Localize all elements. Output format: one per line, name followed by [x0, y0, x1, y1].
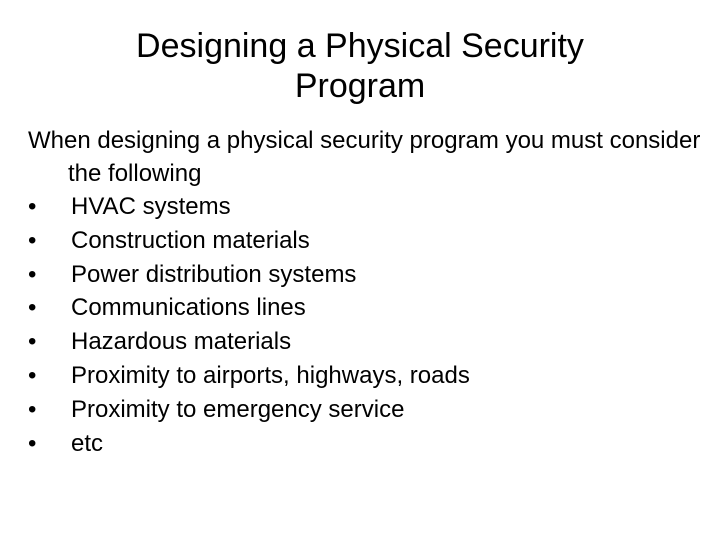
bullet-icon: • — [28, 226, 37, 254]
bullet-item-etc — [28, 427, 708, 461]
slide-title — [60, 26, 660, 106]
bullet-item-construction — [28, 224, 708, 258]
bullet-text: Construction materials — [71, 226, 310, 254]
bullet-item-communications — [28, 291, 708, 325]
bullet-item-proximity-emergency — [28, 393, 708, 427]
bullet-list — [28, 190, 708, 460]
bullet-text: Power distribution systems — [71, 260, 357, 288]
bullet-text: HVAC systems — [71, 193, 231, 220]
bullet-icon: • — [28, 294, 37, 322]
bullet-item-power — [28, 258, 708, 292]
bullet-icon: • — [28, 429, 37, 457]
bullet-text: Proximity to emergency service — [71, 395, 405, 423]
bullet-icon: • — [28, 193, 37, 220]
bullet-item-hazardous — [28, 325, 708, 359]
slide-title-line-1: Designing a Physical Security — [136, 27, 584, 65]
slide-title-line-2: Program — [294, 67, 426, 105]
bullet-icon: • — [28, 328, 37, 356]
bullet-icon: • — [28, 260, 37, 288]
bullet-icon: • — [28, 395, 37, 423]
bullet-text: Hazardous materials — [71, 328, 292, 356]
slide-body — [28, 124, 708, 460]
bullet-text: Communications lines — [71, 294, 306, 322]
bullet-text: etc — [71, 429, 104, 457]
intro-text: When designing a physical security program you must consider the following — [28, 127, 701, 187]
bullet-text: Proximity to airports, highways, roads — [71, 361, 470, 389]
bullet-item-hvac — [28, 190, 708, 224]
bullet-icon: • — [28, 361, 37, 389]
bullet-item-proximity-airports — [28, 359, 708, 393]
